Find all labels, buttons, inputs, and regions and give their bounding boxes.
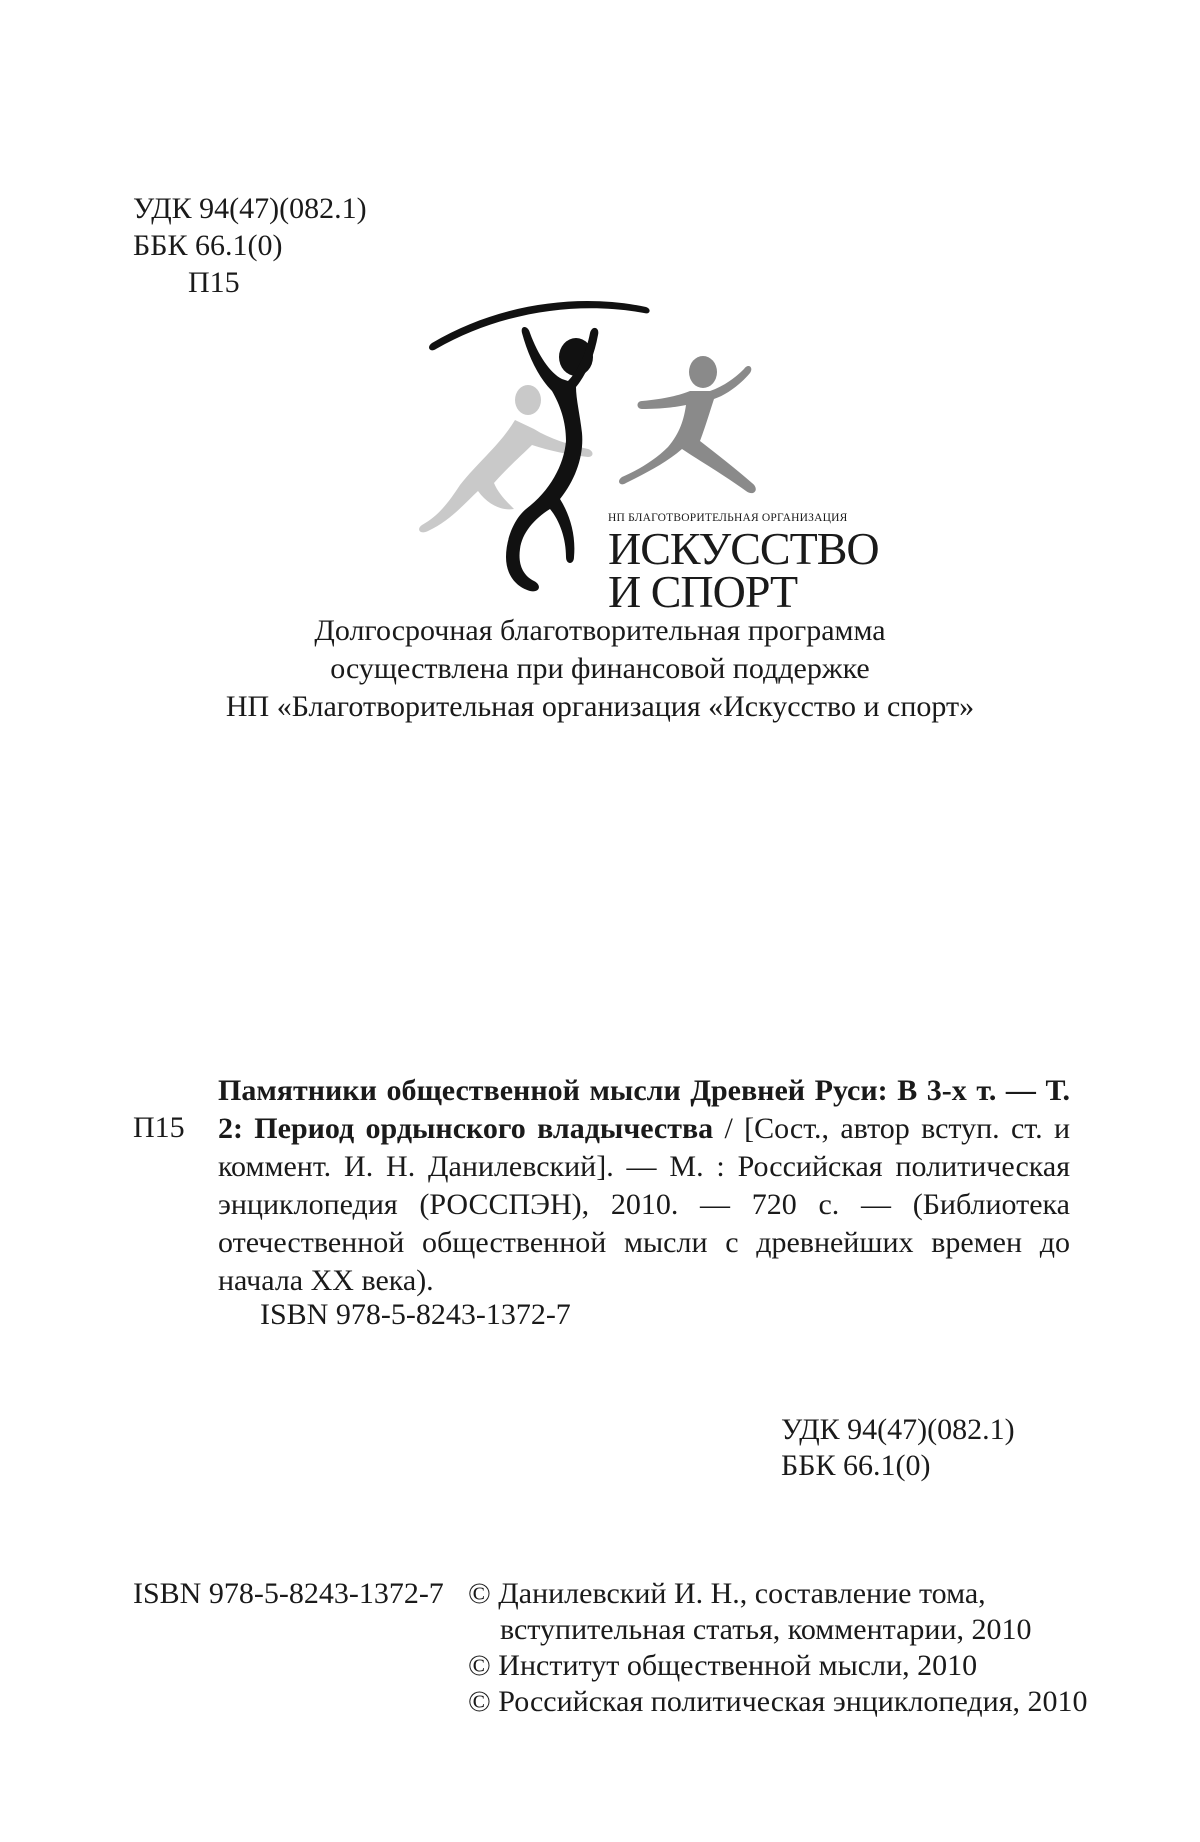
copyright-line-3: © Российская политическая энциклопедия, 2010	[468, 1685, 1088, 1718]
program-text-line-1: Долгосрочная благотворительная программа	[314, 614, 886, 647]
grey-runner-figure	[619, 356, 756, 493]
program-text-line-2: осуществлена при финансовой поддержке	[330, 652, 870, 685]
udk-code-bottom: УДК 94(47)(082.1)	[781, 1413, 1015, 1446]
logo-title-line-1: ИСКУССТВО	[608, 523, 879, 574]
copyright-line-1: © Данилевский И. Н., составление тома,	[468, 1577, 986, 1610]
bibliographic-title: Памятники общественной мысли Древней Руси: В 3-х т. — Т. 2: Период ордынского владычества	[218, 1074, 1070, 1145]
program-text-line-3: НП «Благотворительная организация «Искусство и спорт»	[225, 690, 975, 723]
udk-code-top: УДК 94(47)(082.1)	[133, 192, 367, 225]
copyright-line-1-continued: вступительная статья, комментарии, 2010	[500, 1613, 1032, 1646]
copyright-line-2: © Институт общественной мысли, 2010	[468, 1649, 978, 1682]
author-mark-top: П15	[188, 266, 240, 299]
bibliographic-record	[218, 1072, 1070, 1300]
logo-title-line-2: И СПОРТ	[608, 566, 798, 617]
bibliographic-details: / [Сост., автор вступ. ст. и коммент. И. Н. Данилевский]. — М. : Российская политическая энциклопедия (РОССПЭН), 2010. — 720 с. — (Библиотека отечественной общественной мысли с древнейших времен до начала XX века).	[218, 1112, 1071, 1297]
bbk-code-bottom: ББК 66.1(0)	[781, 1449, 931, 1482]
logo-organization-label: НП БЛАГОТВОРИТЕЛЬНАЯ ОРГАНИЗАЦИЯ	[608, 512, 848, 524]
isbn-copyright: ISBN 978-5-8243-1372-7	[133, 1577, 444, 1610]
bbk-code-top: ББК 66.1(0)	[133, 229, 283, 262]
isbn-record: ISBN 978-5-8243-1372-7	[260, 1298, 571, 1331]
author-mark-bibliography: П15	[133, 1111, 185, 1144]
